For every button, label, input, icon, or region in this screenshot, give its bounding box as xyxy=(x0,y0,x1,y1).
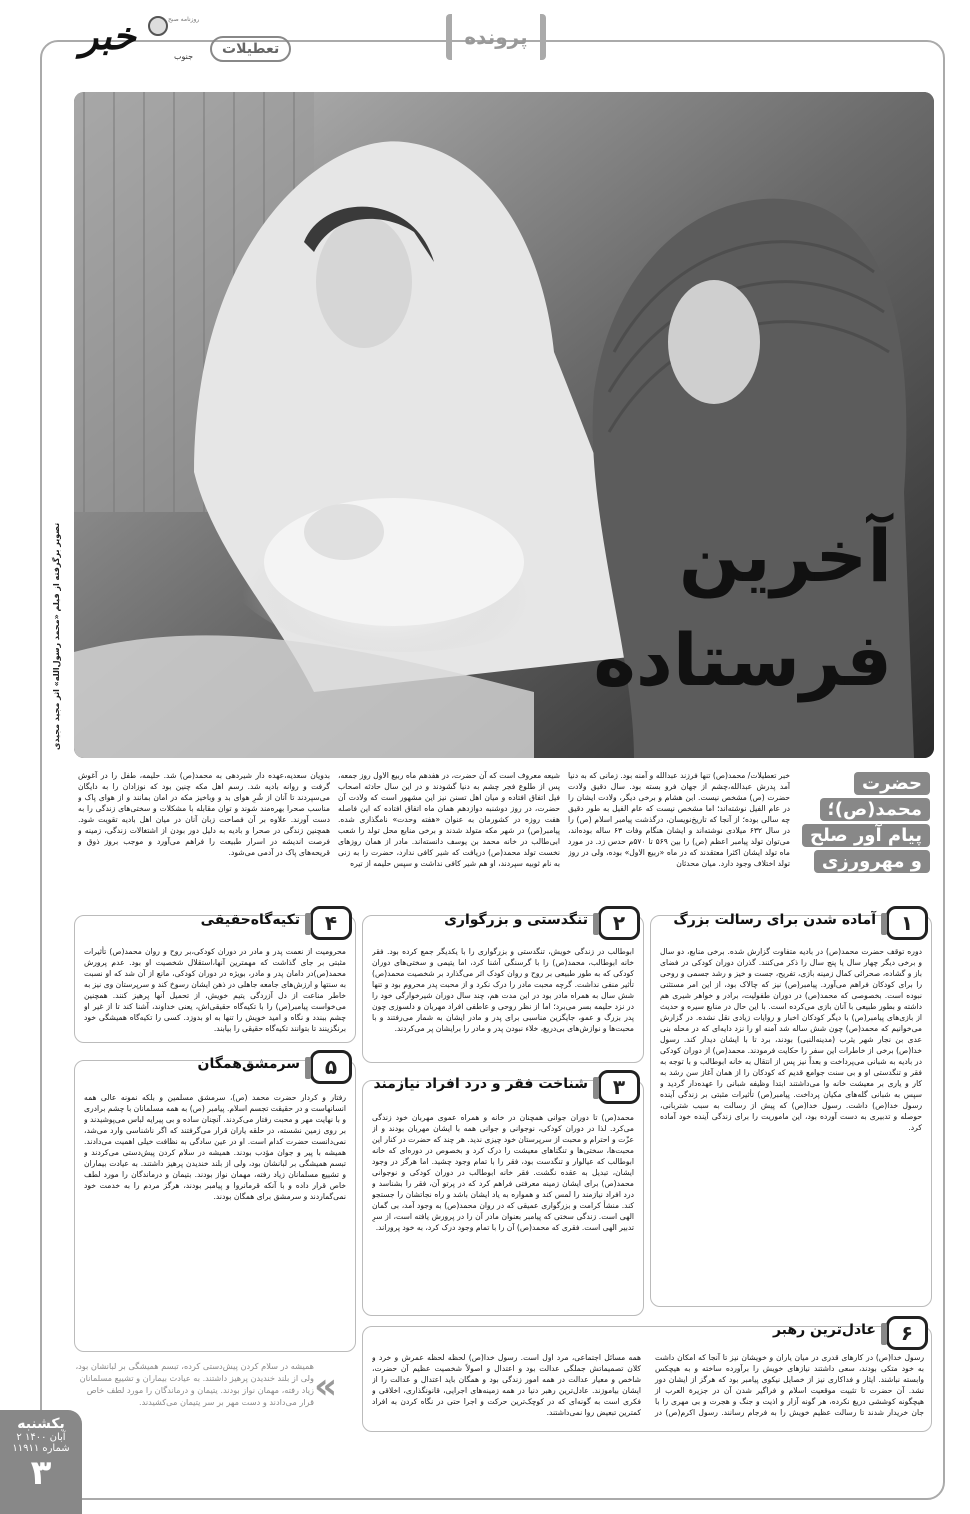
headline xyxy=(593,500,910,750)
quote-chevron-icon: « xyxy=(314,1366,338,1407)
headline-line-2: فرستاده xyxy=(593,618,892,702)
section-4-title: تکیه‌گاه‌حقیقی xyxy=(200,912,300,928)
section-6-header xyxy=(658,1316,928,1350)
date-full: ۲ آبان ۱۴۰۰ xyxy=(16,1432,66,1443)
section-1-title: آماده شدن برای رسالت بزرگ xyxy=(673,912,876,928)
section-4-number: ۴ xyxy=(310,906,352,940)
section-6-number: ۶ xyxy=(886,1316,928,1350)
section-5-header xyxy=(82,1050,352,1084)
section-1-header xyxy=(658,906,928,940)
intro-column-3: بدویان سعدیه،عهده دار شیردهی به محمد(ص) شد. حلیمه، طفل را در آغوش گرفت و روانه بادیه شد. رسم اهل مکه چنین بود که نوزادان را به دایگان می‌سپردند تا آنان از شُرِ هوای بد و وباخیز مکه در امان بمانند و از هوای پاک و مناسب صحرا بهره‌مند شوند و توان مقابله با مشکلات و سختی‌های زندگی را به دست آورند. علاوه بر آن فصاحت زبان آنان در میان اهل بادیه تقویت شود. همچنین زندگی در صحرا و بادیه به دلیل دور بودن از اشتغالات زندگی، زمینه و فرصت اندیشه در اسرار طبیعت را فراهم می‌آورد و موجب بروز ذوق و قریحه‌های پاک در آدمی می‌شود. xyxy=(78,771,330,857)
masthead-logo: خبر xyxy=(80,14,136,58)
section-2-title: تنگدستی و بزرگواری xyxy=(444,912,588,928)
headline-line-1: آخرین xyxy=(678,514,892,598)
date-day: یکشنبه xyxy=(17,1416,65,1432)
subhead-line-3: پیام آور صلح xyxy=(802,824,930,847)
section-label: پرونده xyxy=(446,14,546,60)
intro-column-1: خبر تعطیلات/ محمد(ص) تنها فرزند عبدالله و آمنه بود. زمانی که به دنیا آمد پدرش عبدالله،چشم از جهان فرو بسته بود. سال دقیق ولادت حضرت (ص) مشخص نیست. ابن هشام و برخی دیگر، ولادت ایشان را در عام الفیل نوشته‌اند؛ اما مشخص نیست که عام الفیل به طور دقیق چه سالی بوده؛ از آنجا که تاریخ‌نویسان، درگذشت پیامبر اسلام (ص) را در سال ۶۳۲ میلادی نوشته‌اند و ایشان هنگام وفات ۶۳ ساله بوده‌اند، می‌توان تولد پیامبر اعظم (ص) را بین ۵۶۹ تا ۵۷۰م حدس زد. در مورد ماه تولد ایشان اکثرا معتقدند که در ماه «ربیع الاول» بوده، ولی در روز تولد اختلاف وجود دارد. میان محدثان xyxy=(568,771,790,868)
section-6-title: عادل‌ترین رهبر xyxy=(772,1322,876,1338)
section-2-text: ابوطالب در زندگی خویش، تنگدستی و بزرگواری را با یکدیگر جمع کرده بود. فقر خانه ابوطالب، محمد(ص) را با گرسنگی آشنا کرد، اما یتیمی و سختی‌های دوران کودکی که به طور طبیعی بر روح و روان کودک اثر می‌گذارد بر شخصیت محمد(ص) تأثیر منفی نداشت. گرچه محبت مادر را درک نکرد و از محبت پدر محروم بود و تنها شش سال به همراه مادر بود در این مدت هم، چند سال دوران شیرخوارگی خود را در نزد حلیمه بسر می‌برد؛ اما از نظر روحی و عاطفی افراد مهربان و دلسوزی چون پدر بزرگ و عمو، جایگزین مناسبی برای پدر و مادر ایشان به شمار می‌رفتند و با محبت‌ها و نوازش‌های بی‌دریغ، خلاء نبودن پدر و مادر را برایشان پر می‌کردند. xyxy=(372,947,634,1033)
photo-caption: تصویر برگرفته از فیلم «محمد رسول‌الله» اثر مجید مجیدی xyxy=(52,522,61,750)
section-1-number: ۱ xyxy=(886,906,928,940)
globe-icon xyxy=(148,16,168,36)
masthead-tagline: روزنامه صبح xyxy=(168,16,200,23)
section-1-text: دوره توقف حضرت محمد(ص) در بادیه متفاوت گزارش شده. برخی منابع، دو سال و برخی دیگر چهار سال یا پنج سال را ذکر می‌کنند. گذران دوران کودکی در فضای باز و گشاده، صحرائی کمال زمینه بازی، تفریح، جست و خیز و رشد جسمی و روحی را برای کودکان فراهم می‌آورد. پیامبر(ص) نیز که چالاک بود، از این امر مستثنی نبوده است. بخصوصی که محمد(ص) در دوران طفولیت، برادر و خواهر شیری هم داشته و بطور طبیعی با آنان بازی می‌کرده است. با این حال در منابع سیره و حدیث از بازی‌های پیامبر(ص) با دیگر کودکان اخبار و روایات زیادی نقل نشده. در گزارش می‌خوانیم که محمد(ص) چون شش ساله شد آمنه او را نزد دایه‌ای که در محله بنی عدی بن نجار شهر یثرب (مدینه‌النبی) بودند، برد تا با ایشان دیدار کند. رسول خدا(ص) برخی از خاطرات این سفر را حکایت فرمودند. محمد(ص) از دوران کودکی در بادیه به شبانی می‌پرداخت و بعداً نیز پس از انتقال به خانه ابوطالب و با توجه به فقر و تنگدستی او و بی سنت جوامع قدیم که کودکان را از همان آغاز سن رشد به کار و یاری بر معیشت خانه وا می‌داشتند ابتدا وظیفه شبانی را عهده‌دار گردید و سپس به شبانی گله‌های مکیان پرداخت. پیامبر(ص) تأثیرات مثبتی بر زندگی آینده رسول خدا(ص) داشت. رسول خدا(ص) که پیش از رسالت به سبب شتربانی، حوصله و تدبیری به دست آورده بود، این ماموریت را برای زندگی آینده خود آماده کرد. xyxy=(660,947,922,1132)
page-number: ۳ xyxy=(30,1453,52,1493)
pull-quote: همیشه در سلام کردن پیش‌دستی کرده، تبسم همیشگی بر لبانشان بود، ولی از بلند خندیدن پرهیز داشتند. به عیادت بیماران و تشییع مسلمانان زیاد رفته، مهمان نواز بودند. یتیمان و درماندگان را مورد لطف خاص قرار می‌دادند و دست مهر بر سر یتیمان می‌کشیدند. xyxy=(75,1361,314,1407)
section-3-header xyxy=(370,1070,640,1104)
masthead-supplement-tag: تعطیلات xyxy=(210,36,291,62)
masthead xyxy=(68,12,308,72)
subhead-line-4: و مهرورزی xyxy=(814,850,930,873)
intro-column-2: شیعه معروف است که آن حضرت، در هفدهم ماه ربیع الاول روز جمعه، پس از طلوع فجر چشم به دنیا گشودند و در این سال حادثه اصحاب فیل اتفاق افتاده و میان اهل تسنن نیز این مشهور است که ولادت آن حضرت، در روز دوشنبه دوازدهم همان ماه اتفاق افتاده که این فاصله هفت روزه در کشورمان به عنوان «هفته وحدت» نامگذاری شده. پیامبر(ص) در شهر مکه متولد شدند و برخی منابع محل تولد را شعب ابی‌طالب در خانه محمد بن یوسف دانسته‌اند. مادر از همان روزهای نخست تولد محمد(ص) دریافت که شیر کافی ندارد، حضرت را به زنی به نام ثوبیه سپردند، او هم شیر کافی نداشت و سپس حلیمه از تیره xyxy=(338,771,560,868)
date-badge xyxy=(0,1410,82,1514)
section-3-text: محمد(ص) تا دوران جوانی همچنان در خانه و همراه عموی مهربان خود زندگی می‌کرد. لذا در دوران کودکی، نوجوانی و جوانی همه با ایشان مهربان بودند و از عزّت و احترام و محبت از سرپرستان خود چیزی ندید. هر چند که حضرت در کنار این محبت‌ها، سختی‌ها و تنگناهای معیشت را درک کرد و بخصوص در دوره‌ای که خانه ابوطالب که عیالوار و تنگدست بود، فقر را با تمام وجود چشید. اما هرگز در وجود ایشان، تبدیل به عقده نگشت. فقر خانه ابوطالب در دوران کودکی و نوجوانی محمد(ص) برای ایشان زمینه معرفتی فراهم کرد که در پرتو آن، فقر را بشناسد و درد افراد نیازمند را لمس کند و همواره به یاد ایشان باشد و راه نجاتشان را جستجو کند. منشأ کرامت و بزرگواری عمیقی که در روان محمد(ص) به وجود آمد، بی گمان الهی است. زندگی سختی که پیامبر بعنوان مادر آن را در پرورش یافته است، از سرِ تدبیر الهی است. فقری که محمد(ص) آن را با تمام وجود درک کرد، به خود پروراند. xyxy=(372,1113,634,1232)
section-6-text: رسول خدا(ص) در کارهای قدری در میان یاران و خویشان نیز تا آنجا که امکان داشت به خود متکی بودند، سعی داشتند نیازهای خویش را برآورده ساخته و به هیچکس وابسته نباشند. ایثار و فداکاری نیز از خصایل نیکوی پیامبر بود که هرگز از ایشان دور نشد. آن حضرت تا تثبیت موقعیت اسلام و فراگیر شدن آن در جزیرة العرب از هیچگونه کوششی دریغ نکرده، هر گونه آزار و اذیت و جنگ و هجرت و بی مهری را با جان خریدار شدند تا رسالت عظیم خویش را به فرجام رسانند. رسول اکرم(ص) در همه مسائل اجتماعی، مرد اول است. رسول خدا(ص) لحظه لحظه عمرش و خرد و کلان تصمیماتش جملگی عدالت بود و اعتدال و اصولاً شخصیت عظیم آن حضرت، شاخص و معیار عدالت در همه امور زندگی بود و همگان باید اعتدال و عدالت را از ایشان بیاموزند. عادل‌ترین رهبر دنیا در همه زمینه‌های اجرایی، قانونگذاری، اخلاقی و فکری است به گونه‌ای که در کوچک‌ترین حرکت و اجرا حتی در نگاه کردن به افراد کمترین تبعیض روا نمی‌داشتند. xyxy=(372,1353,924,1417)
section-3-title: شناخت فقر و درد افراد نیازمند xyxy=(373,1076,588,1092)
masthead-subtitle: جنوب xyxy=(174,52,194,61)
section-5-number: ۵ xyxy=(310,1050,352,1084)
section-3-number: ۳ xyxy=(598,1070,640,1104)
subhead-line-2: محمد(ص)؛ xyxy=(820,798,930,821)
subheadline xyxy=(800,772,930,876)
section-2-header xyxy=(370,906,640,940)
subhead-line-1: حضرت xyxy=(854,772,930,795)
issue-number: شماره ۱۱۹۱۱ xyxy=(12,1443,70,1454)
section-5-text: رفتار و کردار حضرت محمد (ص)، سرمشق مسلمین و بلکه نمونه عالی همه انسانهاست و در حقیقت تجسم اسلام. پیامبر (ص) به همه مسلمانان با چشم برادری و با نهایت مهر و محبت رفتار می‌کردند. آنچنان ساده و بی پیرایه لباس می‌پوشیدند و بر روی زمین نشسته، در حلقه یاران قرار می‌گرفتند که اگر ناشناسی وارد می‌شد، نمی‌دانست حضرت کدام است. او در عین سادگی به نظافت خیلی اهمیت می‌دادند. همیشه با پیر و جوان مؤدب بودند. همیشه در سلام کردن پیش‌دستی می‌کردند و تبسم همیشگی بر لبانشان بود، ولی از بلند خندیدن پرهیز داشتند. به عیادت بیماران و تشییع مسلمانان زیاد رفته، مهمان نواز بودند. بتیمان و درماندگان را مورد لطف خاص قرار داده و با آنکه قرمانروا و پیامبر بودند، هرگز مردم را به خدمت خود نمی‌گماردند و سرمشق برای همگان بودند. xyxy=(84,1093,346,1201)
section-5-title: سرمشق‌همگان xyxy=(197,1056,300,1072)
section-2-number: ۲ xyxy=(598,906,640,940)
section-4-header xyxy=(82,906,352,940)
section-4-text: محرومیت از نعمت پدر و مادر در دوران کودکی،بر روح و روان محمد(ص) تأثیرات مثبتی بر جای گذاشت که مهمترین آنها،استقلال شخصیت او بود. عدم پرورش محمد(ص)در دامان پدر و مادر، بویژه در دوران کودکی، مانع از آن شد که او نسبت به سنتها و ارزش‌های جامعه جاهلی در ذهن ایشان رسوخ کند و سرپرستان وی نیز به خاطر مناعت از دل آزردگی یتیم خویش، از تحمیل آنها پرهیز کنند. همچنین می‌خواست پیامبر(ص) را با تکیه‌گاه حقیقی‌اش، یعنی خداوند، آشنا کند تا از غیر او چشم ببندد و نگاه و امید خویش را تنها به او بدوزد. کسی را تکیه‌گاه همیشگی خود برنگزینند تا بتوانند تکیه‌گاه حقیقی را بیابند. xyxy=(84,947,346,1033)
